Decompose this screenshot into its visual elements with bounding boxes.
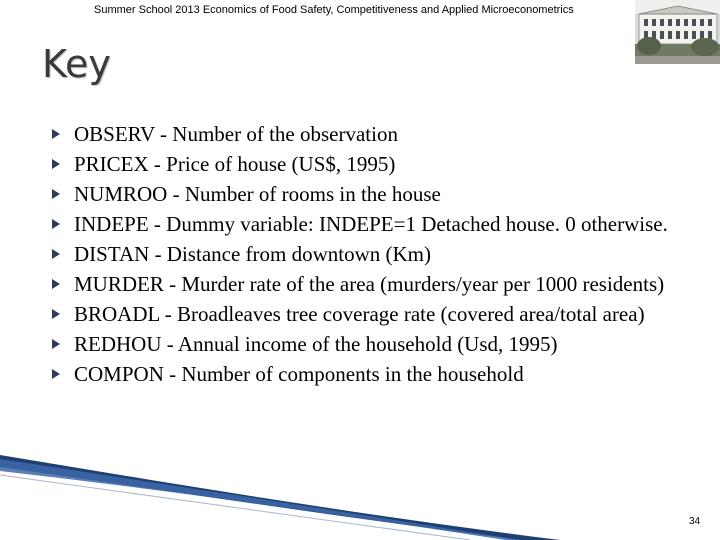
bullet-text: OBSERV - Number of the observation <box>74 122 398 146</box>
bullet-text: INDEPE - Dummy variable: INDEPE=1 Detached house. 0 otherwise. <box>74 212 668 236</box>
arrowhead-right-icon <box>52 249 60 259</box>
bullet-item-numroo <box>52 180 672 208</box>
bullet-text: COMPON - Number of components in the household <box>74 362 524 386</box>
bullet-text: BROADL - Broadleaves tree coverage rate (covered area/total area) <box>74 302 645 326</box>
bullet-text: MURDER - Murder rate of the area (murders/year per 1000 residents) <box>74 272 665 296</box>
arrowhead-right-icon <box>52 219 60 229</box>
bullet-item-observ <box>52 120 672 148</box>
arrowhead-right-icon <box>52 189 60 199</box>
bullet-item-pricex <box>52 150 672 178</box>
arrowhead-right-icon <box>52 309 60 319</box>
bullet-item-redhou <box>52 330 672 358</box>
bullet-text: PRICEX - Price of house (US$, 1995) <box>74 152 396 176</box>
header-text: Summer School 2013 Economics of Food Safety, Competitiveness and Applied Microeconometrics <box>94 4 574 16</box>
building-photo <box>635 0 720 64</box>
bullet-text: REDHOU - Annual income of the household (Usd, 1995) <box>74 332 558 356</box>
arrowhead-right-icon <box>52 369 60 379</box>
arrowhead-right-icon <box>52 129 60 139</box>
bullet-item-broadl <box>52 300 672 328</box>
arrowhead-right-icon <box>52 279 60 289</box>
bullet-text: NUMROO - Number of rooms in the house <box>74 182 441 206</box>
bullet-item-compon <box>52 360 672 388</box>
slide-title: Key <box>42 42 111 86</box>
arrowhead-right-icon <box>52 339 60 349</box>
bullet-text: DISTAN - Distance from downtown (Km) <box>74 242 431 266</box>
page-number: 34 <box>689 516 701 527</box>
arrowhead-right-icon <box>52 159 60 169</box>
bullet-item-distan <box>52 240 672 268</box>
bullet-item-indepe <box>52 210 672 238</box>
bullet-item-murder <box>52 270 672 298</box>
bullet-list <box>52 120 672 390</box>
decorative-swoosh <box>0 445 720 540</box>
